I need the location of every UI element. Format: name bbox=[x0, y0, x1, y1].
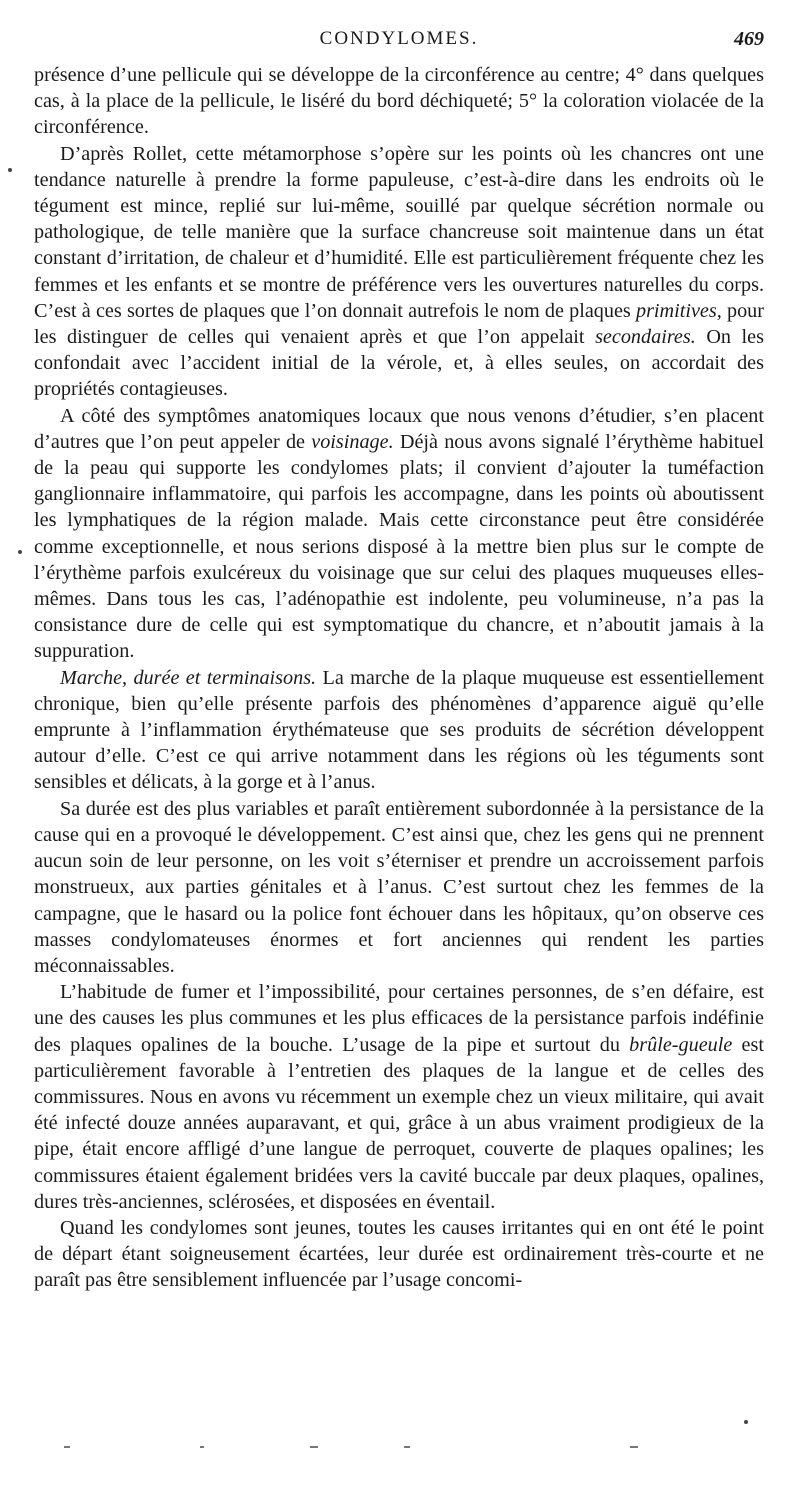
paragraph bbox=[34, 1215, 764, 1294]
page-number: 469 bbox=[734, 28, 764, 50]
paragraph bbox=[34, 665, 764, 796]
print-mark bbox=[404, 1446, 410, 1448]
text-run: présence d’une pellicule qui se développe de la circonférence au centre; 4° dans quelques cas, à la place de la pellicule, le liséré du bord déchiqueté; 5° la coloration violacée de la circonférence. bbox=[34, 64, 764, 139]
running-header bbox=[34, 28, 764, 58]
text-run: Quand les condylomes sont jeunes, toutes les causes irritantes qui en ont été le point de départ étant soigneusement écartées, leur durée est ordinairement très-courte et ne paraît pas être sensiblement influencée par l’usage concomi- bbox=[34, 1216, 764, 1292]
print-mark bbox=[64, 1446, 70, 1448]
text-run: pour les distinguer de celles qui venaient après et que l’on appelait bbox=[34, 299, 764, 349]
print-mark bbox=[310, 1446, 318, 1448]
print-mark bbox=[200, 1446, 204, 1448]
text-run: Déjà nous avons signalé l’érythème habituel de la peau qui supporte les condylomes plats; il convient d’ajouter la tuméfaction ganglionnaire inflammatoire, qui parfois les accompagne, dans les points où aboutissent les lymphatiques de la région malade. Mais cette circonstance peut être considérée comme exceptionnelle, et nous serions disposé à la mettre bien plus sur le compte de l’érythème parfois exulcéreux du voisinage que sur celui des plaques muqueuses elles-mêmes. Dans tous les cas, l’adénopathie est indolente, peu volumineuse, n’a pas la consistance dure de celle qui est symptomatique du chancre, et n’aboutit jamais à la suppuration. bbox=[34, 430, 764, 663]
margin-speck-mark bbox=[744, 1420, 748, 1424]
text-run: A côté des symptômes anatomiques locaux que nous venons d’étudier, s’en placent d’autres que l’on peut appeler de bbox=[34, 404, 764, 453]
text-run: est particulièrement favorable à l’entretien des plaques de la langue et de celles des commissures. Nous en avons vu récemment un exemple chez un vieux militaire, qui avait été infecté douze années auparavant, et qui, grâce à un abus vraiment prodigieux de la pipe, était encore affligé d’une langue de perroquet, couverte de plaques opalines; les commissures étaient également bridées vers la cavité buccale par deux plaques, opalines, dures très-anciennes, sclérosées, et disposées en éventail. bbox=[34, 1033, 764, 1213]
paragraph bbox=[34, 796, 764, 979]
margin-speck-mark bbox=[8, 168, 12, 172]
paragraph bbox=[34, 62, 764, 141]
paragraph bbox=[34, 141, 764, 403]
body-text bbox=[34, 62, 764, 1294]
text-run: L’habitude de fumer et l’impossibilité, pour certaines personnes, de s’en défaire, est une des causes les plus communes et les plus efficaces de la persistance parfois indéfinie des plaques opalines de la bouche. L’usage de la pipe et surtout du bbox=[34, 981, 764, 1056]
paragraph bbox=[34, 979, 764, 1215]
bottom-print-marks bbox=[60, 1446, 660, 1450]
italic-text: voisinage. bbox=[311, 430, 394, 453]
margin-speck-mark bbox=[18, 550, 22, 554]
italic-text: brûle-gueule bbox=[629, 1033, 733, 1056]
text-run: La marche de la plaque muqueuse est essentiellement chronique, bien qu’elle présente parfois des phénomènes d’apparence aiguë qu’elle emprunte à l’inflammation érythémateuse que ses produits de sécrétion développent autour d’elle. C’est ce qui arrive notamment dans les régions où les téguments sont sensibles et délicats, à la gorge et à l’anus. bbox=[34, 666, 764, 794]
italic-text: secondaires. bbox=[595, 326, 696, 349]
paragraph bbox=[34, 403, 764, 665]
print-mark bbox=[630, 1446, 638, 1448]
text-run: D’après Rollet, cette métamorphose s’opère sur les points où les chancres ont une tendance naturelle à prendre la forme papuleuse, c’est-à-dire dans les endroits où le tégument est mince, replié sur lui-même, souillé par quelque sécrétion normale ou pathologique, de telle manière que la surface chancreuse soit maintenue dans un état constant d’irritation, de chaleur et d’humidité. Elle est particulièrement fréquente chez les femmes et les enfants et se montre de préférence vers les ouvertures naturelles du corps. C’est à ces sortes de plaques que l’on donnait autrefois le nom de plaques bbox=[34, 142, 764, 322]
italic-text: Marche, durée et terminaisons. bbox=[60, 666, 317, 689]
text-run: On les confondait avec l’accident initial de la vérole, et, à elles seules, on accordait des propriétés contagieuses. bbox=[34, 326, 764, 401]
text-run: Sa durée est des plus variables et paraît entièrement subordonnée à la persistance de la cause qui en a provoqué le développement. C’est ainsi que, chez les gens qui ne prennent aucun soin de leur personne, on les voit s’éterniser et prendre un accroissement parfois monstrueux, aux parties génitales et à l’anus. C’est surtout chez les femmes de la campagne, que le hasard ou la police font échouer dans les hôpitaux, qu’on observe ces masses condylomateuses énormes et fort anciennes qui rendent les parties méconnaissables. bbox=[34, 797, 764, 977]
running-title: CONDYLOMES. bbox=[319, 28, 479, 49]
italic-text: primitives, bbox=[635, 299, 722, 322]
